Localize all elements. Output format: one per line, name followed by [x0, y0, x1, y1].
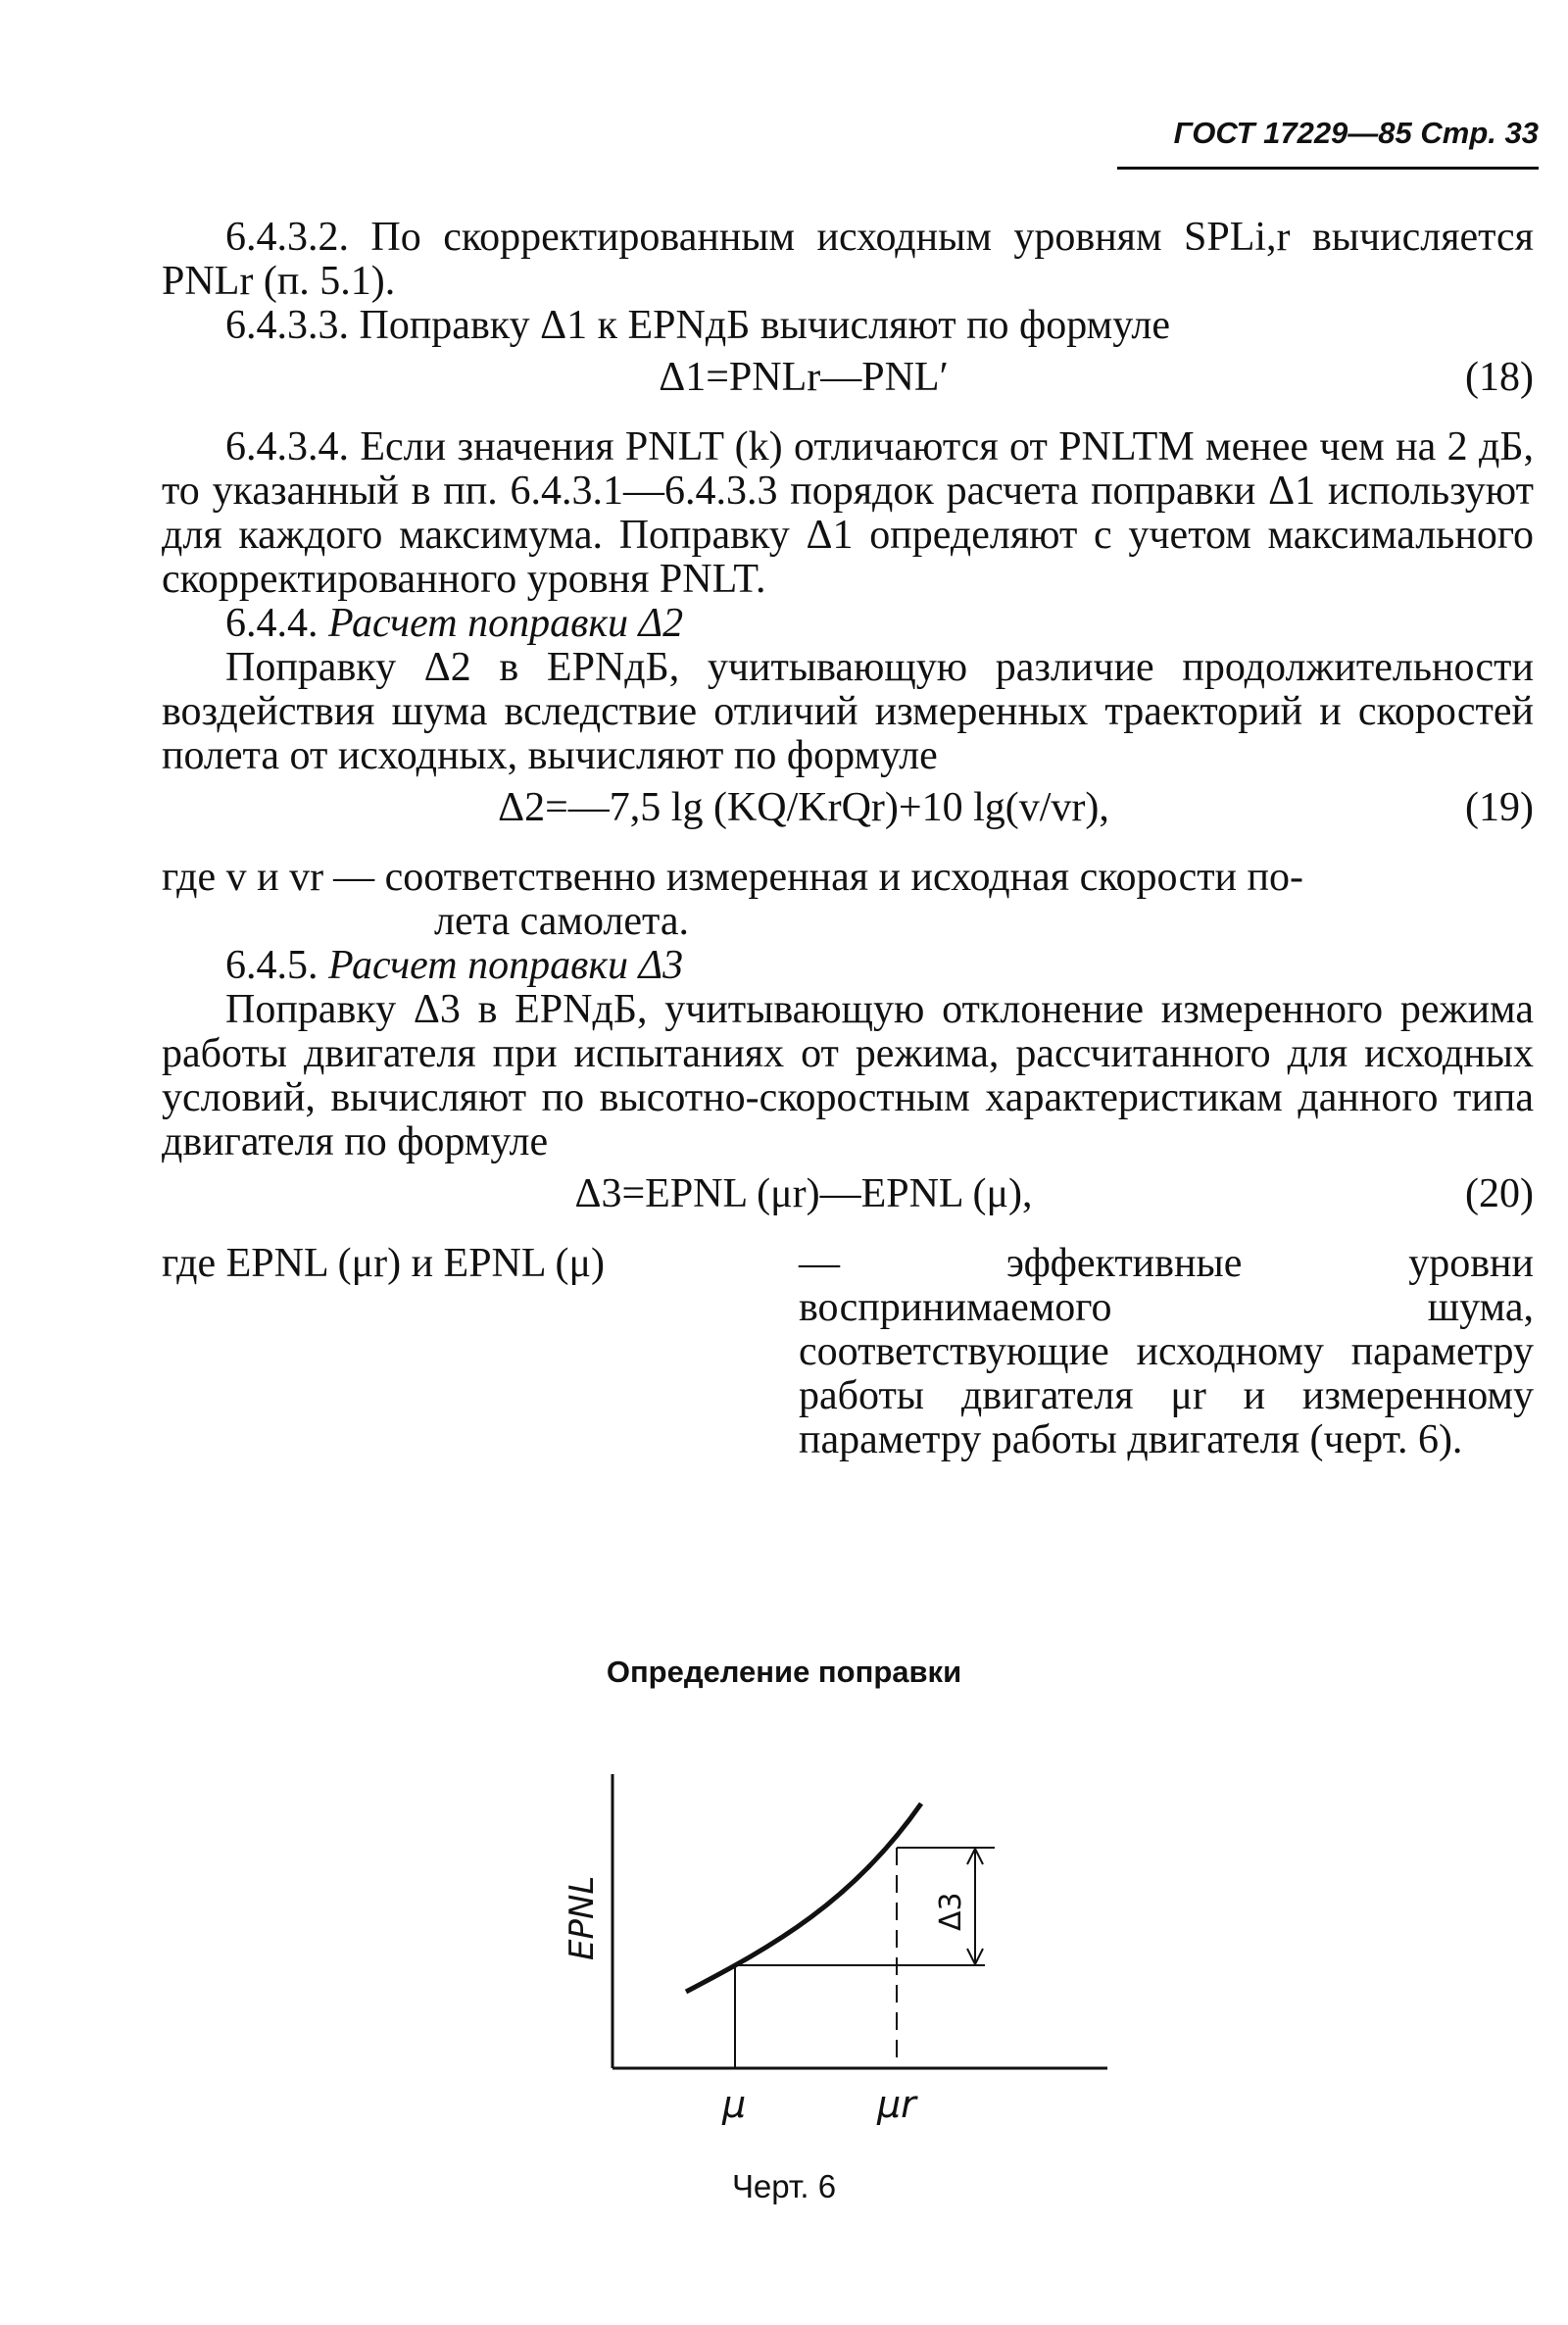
formula-19-row [162, 786, 1534, 830]
formula-18-number: (18) [1465, 355, 1534, 400]
heading-6-4-4-number: 6.4.4. [225, 601, 318, 646]
delta3-label: Δ3 [934, 1892, 968, 1931]
where-clause-1-text-a: — соответственно измеренная и исходная скорости по- [333, 855, 1304, 900]
where-clause-2-text: — эффективные уровни воспринимаемого шума, соответствующие исходному параметру работы двигателя μr и измеренному параметру работы двигателя (черт. 6). [799, 1241, 1534, 1462]
header-rule [1117, 167, 1539, 170]
heading-6-4-5-number: 6.4.5. [225, 943, 318, 988]
heading-6-4-4-title: Расчет поправки Δ2 [328, 601, 684, 646]
paragraph-6-4-4: Поправку Δ2 в EPNдБ, учитывающую различие продолжительности воздействия шума вследствие отличий измеренных траекторий и скоростей полета от исходных, вычисляют по формуле [162, 645, 1534, 778]
paragraph-6-4-5: Поправку Δ3 в EPNдБ, учитывающую отклонение измеренного режима работы двигателя при испытаниях от режима, рассчитанного для исходных условий, вычисляют по высотно-скоростным характеристикам данного типа двигателя по формуле [162, 987, 1534, 1164]
body-text [162, 216, 1534, 1462]
heading-6-4-4 [162, 602, 1534, 646]
formula-19-number: (19) [1465, 785, 1534, 830]
where-clause-1-label: где v и vr [162, 855, 324, 900]
formula-18: Δ1=PNLr—PNL′ [659, 355, 949, 400]
figure-caption: Определение поправки [606, 1655, 962, 1689]
figure-number: Черт. 6 [731, 2168, 837, 2204]
where-clause-2 [162, 1242, 1534, 1462]
correction-diagram [529, 1745, 1117, 2156]
paragraph-6-4-3-3: 6.4.3.3. Поправку Δ1 к EPNдБ вычисляют по формуле [225, 303, 1170, 348]
x-tick-mu-r: μr [877, 2083, 916, 2126]
running-header: ГОСТ 17229—85 Стр. 33 [1173, 116, 1539, 150]
where-clause-2-label: где EPNL (μr) и EPNL (μ) [162, 1241, 605, 1286]
paragraph-6-4-3-4: 6.4.3.4. Если значения PNLT (k) отличаются от PNLTM менее чем на 2 дБ, то указанный в пп. 6.4.3.1—6.4.3.3 порядок расчета поправки Δ1 используют для каждого максимума. Поправку Δ1 определяют с учетом максимального скорректированного уровня PNLT. [162, 424, 1534, 602]
y-axis-label: EPNL [563, 1875, 602, 1960]
heading-6-4-5 [162, 944, 1534, 988]
x-tick-mu: μ [722, 2083, 747, 2126]
heading-6-4-5-title: Расчет поправки Δ3 [328, 943, 684, 988]
formula-18-row [162, 356, 1534, 400]
formula-19: Δ2=—7,5 lg (KQ/KrQr)+10 lg(v/vr), [498, 785, 1109, 830]
formula-20-row [162, 1172, 1534, 1216]
formula-20-number: (20) [1465, 1171, 1534, 1216]
formula-20: Δ3=EPNL (μr)—EPNL (μ), [574, 1171, 1033, 1216]
where-clause-1 [162, 856, 1534, 900]
where-clause-1-text-b: лета самолета. [434, 899, 690, 944]
paragraph-6-4-3-2: 6.4.3.2. По скорректированным исходным уровням SPLi,r вычисляется PNLr (п. 5.1). [162, 215, 1534, 304]
epnl-curve [686, 1804, 921, 1992]
